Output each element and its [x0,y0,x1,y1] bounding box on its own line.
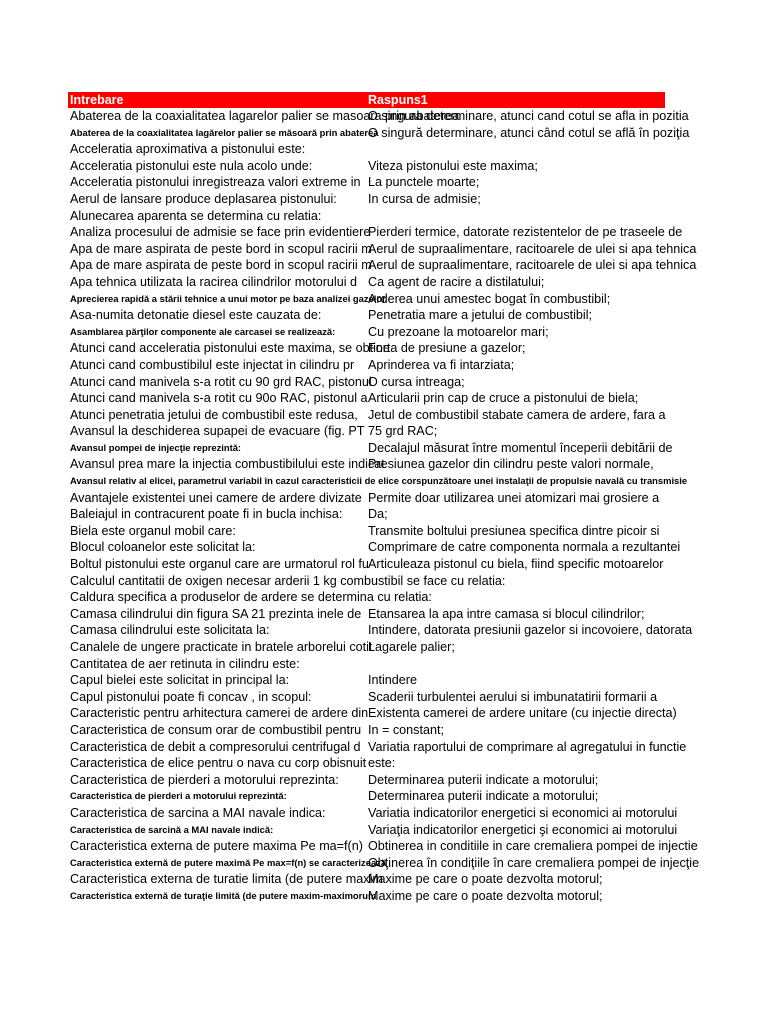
answer-cell[interactable]: In = constant; [368,722,444,737]
table-row [68,689,665,706]
table-row [68,639,665,656]
answer-cell[interactable]: Comprimare de catre componenta normala a rezultantei [368,540,681,555]
table-row [68,324,665,341]
table-row [68,539,681,556]
answer-cell[interactable]: Etansarea la apa intre camasa si blocul cilindrilor; [368,606,645,621]
table-row [68,390,665,407]
answer-cell[interactable]: Maxime pe care o poate dezvolta motorul; [368,872,603,887]
header-intrebare[interactable]: Intrebare [70,93,124,107]
answer-cell[interactable]: Variatia raportului de comprimare al agregatului in functie [368,739,687,754]
question-cell[interactable]: Aerul de lansare produce deplasarea pistonului: [70,191,337,206]
question-cell[interactable]: Alunecarea aparenta se determina cu relatia: [70,208,322,223]
answer-cell[interactable]: Obţinerea în condiţiile în care cremaliera pompei de injecţie [368,855,700,870]
answer-cell[interactable] [368,656,665,673]
table-row [68,423,665,440]
question-cell[interactable]: Caracteristica de pierderi a motorului reprezinta: [70,772,339,787]
table-row [68,208,665,225]
question-cell[interactable]: Caldura specifica a produselor de ardere se determina cu relatia: [70,590,432,605]
table-row [68,622,693,639]
answer-cell[interactable]: Ca agent de racire a distilatului; [368,274,545,289]
table-row [68,606,665,623]
question-cell[interactable]: Atunci penetratia jetului de combustibil este redusa, [70,407,358,422]
answer-cell[interactable]: Permite doar utilizarea unei atomizari mai grosiere a [368,490,660,505]
question-cell[interactable]: Caracteristica de pierderi a motorului reprezintă: [70,790,287,802]
table-row [68,755,665,772]
question-cell[interactable]: Caracteristica de elice pentru o nava cu corp obisnuit [70,756,367,771]
question-cell[interactable]: Avansul prea mare la injectia combustibilului este indicat [70,457,385,472]
table-row [68,241,697,258]
table-row [68,855,700,872]
question-cell[interactable]: Caracteristica de consum orar de combustibil pentru [70,722,362,737]
table-row [68,357,665,374]
table-row [68,257,697,274]
question-cell[interactable]: Apa tehnica utilizata la racirea cilindrilor motorului d [70,274,357,289]
answer-cell[interactable]: Variaţia indicatorilor energetici şi economici ai motorului [368,822,678,837]
answer-cell[interactable]: Scaderii turbulentei aerului si imbunatatirii formarii a [368,689,658,704]
answer-cell[interactable]: Viteza pistonului este maxima; [368,158,538,173]
table-row [68,772,665,789]
answer-cell[interactable]: O cursa intreaga; [368,374,465,389]
question-cell[interactable]: Camasa cilindrului din figura SA 21 prezinta inele de [70,606,362,621]
question-cell[interactable]: Caracteristica externă de turaţie limită (de putere maxim-maximorum [70,889,377,901]
table-row [68,788,665,805]
question-cell[interactable]: Avansul pompei de injecţie reprezintă: [70,441,242,453]
question-cell[interactable]: Camasa cilindrului este solicitata la: [70,623,270,638]
answer-cell[interactable]: Cu prezoane la motoarelor mari; [368,324,549,339]
question-cell[interactable]: Cantitatea de aer retinuta in cilindru este: [70,656,300,671]
answer-cell[interactable]: Aerul de supraalimentare, racitoarele de ulei si apa tehnica [368,241,697,256]
question-cell[interactable]: Aprecierea rapidă a stării tehnice a unui motor pe baza analizei gazelor [70,292,386,304]
table-row [68,340,665,357]
table-row [68,838,698,855]
table-row [68,506,665,523]
question-cell[interactable]: Caracteristica de sarcină a MAI navale indică: [70,823,274,835]
question-cell[interactable]: Abaterea de la coaxialitatea lagarelor palier se masoara prin abaterea [70,109,460,123]
question-cell[interactable]: Avansul relativ al elicei, parametrul variabil în cazul caracteristicii de elice corspunzătoare unei instalaţii de propulsie navală cu transmisie [70,475,688,487]
question-cell[interactable]: Capul pistonului poate fi concav , in scopul: [70,689,312,704]
answer-cell[interactable] [368,141,665,158]
answer-cell[interactable]: Arderea unui amestec bogat în combustibil; [368,291,611,306]
question-cell[interactable]: Atunci cand manivela s-a rotit cu 90 grd RAC, pistonul [70,374,372,389]
table-row [68,739,687,756]
question-cell[interactable]: Asamblarea părţilor componente ale carcasei se realizează: [70,325,336,337]
answer-cell[interactable]: Determinarea puterii indicate a motorului; [368,789,599,804]
question-cell[interactable]: Atunci cand combustibilul este injectat in cilindru pr [70,357,355,372]
table-row [68,473,688,490]
question-cell[interactable]: Acceleratia aproximativa a pistonului este: [70,142,306,157]
table-row [68,374,665,391]
table-row [68,224,683,241]
question-cell[interactable]: Baleiajul in contracurent poate fi in bucla inchisa: [70,507,343,522]
table-row [68,440,673,457]
answer-cell[interactable]: Articularii prin cap de cruce a pistonului de biela; [368,391,639,406]
answer-cell[interactable]: Obtinerea in conditiile in care cremaliera pompei de injectie [368,839,698,854]
table-row [68,274,665,291]
answer-cell[interactable]: Determinarea puterii indicate a motorului; [368,772,599,787]
question-cell[interactable]: Avantajele existentei unei camere de ardere divizate [70,490,362,505]
table-row [68,573,665,590]
answer-cell[interactable]: O singura determinare, atunci cand cotul se afla in pozitia [368,109,689,123]
question-cell[interactable]: Abaterea de la coaxialitatea lagărelor palier se măsoară prin abaterea [70,126,379,138]
question-cell[interactable]: Atunci cand manivela s-a rotit cu 90o RAC, pistonul a [70,391,368,406]
table-body [68,108,700,905]
answer-cell[interactable]: Existenta camerei de ardere unitare (cu injectie directa) [368,706,677,721]
question-cell[interactable]: Caracteristica de debit a compresorului centrifugal d [70,739,361,754]
answer-cell[interactable]: Intindere [368,673,418,688]
question-cell[interactable]: Acceleratia pistonului este nula acolo unde: [70,158,313,173]
question-cell[interactable]: Caracteristica externă de putere maximă Pe max=f(n) se caracterizează [70,856,387,868]
question-cell[interactable]: Biela este organul mobil care: [70,523,236,538]
table-row [68,888,665,905]
header-raspuns1[interactable]: Raspuns1 [368,93,428,107]
answer-cell[interactable]: Transmite boltului presiunea specifica dintre picoir si [368,523,660,538]
question-cell[interactable]: Acceleratia pistonului inregistreaza valori extreme in [70,175,361,190]
table-row [68,108,689,125]
table-row [68,291,665,308]
answer-cell[interactable]: este: [368,756,396,771]
table-row [68,141,665,158]
question-cell[interactable]: Avansul la deschiderea supapei de evacuare (fig. PT [70,424,365,439]
table-row [68,158,665,175]
question-cell[interactable]: Apa de mare aspirata de peste bord in scopul racirii m [70,241,372,256]
answer-cell[interactable]: Articuleaza pistonul cu biela, fiind specific motoarelor [368,557,664,572]
header-row [68,92,665,108]
answer-cell[interactable]: Da; [368,507,388,522]
table-row [68,822,678,839]
answer-cell[interactable]: Pierderi termice, datorate rezistentelor de pe traseele de [368,225,683,240]
question-cell[interactable]: Canalele de ungere practicate in bratele arborelui cotit [70,640,373,654]
answer-cell[interactable]: Aprinderea va fi intarziata; [368,357,515,372]
question-cell[interactable]: Atunci cand acceleratia pistonului este maxima, se obtine [70,341,390,356]
question-cell[interactable]: Caracteristica externa de putere maxima Pe ma=f(n) [70,839,363,854]
answer-cell[interactable]: Jetul de combustibil stabate camera de ardere, fara a [368,407,666,422]
table-row [68,490,665,507]
table-row [68,556,665,573]
table-row [68,705,677,722]
table-row [68,307,665,324]
question-cell[interactable]: Blocul coloanelor este solicitat la: [70,540,256,555]
answer-cell[interactable]: Decalajul măsurat între momentul începerii debitării de [368,440,673,455]
table-row [68,407,665,424]
answer-cell[interactable]: Forta de presiune a gazelor; [368,341,526,356]
question-cell[interactable]: Boltul pistonului este organul care are urmatorul rol fu [70,557,369,572]
answer-cell[interactable]: Variatia indicatorilor energetici si economici ai motorului [368,805,678,820]
answer-cell[interactable] [368,208,665,225]
answer-cell[interactable]: Maxime pe care o poate dezvolta motorul; [368,888,603,903]
answer-cell[interactable]: Penetratia mare a jetului de combustibil; [368,308,593,323]
table-row [68,871,665,888]
table-row [68,191,665,208]
spreadsheet [68,92,700,905]
question-cell[interactable]: Analiza procesului de admisie se face prin evidentiere [70,225,371,240]
question-cell[interactable]: Capul bielei este solicitat in principal la: [70,673,290,688]
table-row [68,589,665,606]
table-row [68,722,665,739]
table-row [68,125,690,142]
question-cell[interactable]: Calculul cantitatii de oxigen necesar arderii 1 kg combustibil se face cu relatia: [70,573,506,588]
table-row [68,656,665,673]
answer-cell[interactable]: Presiunea gazelor din cilindru peste valori normale, [368,457,654,472]
answer-cell[interactable]: Intindere, datorata presiunii gazelor si incovoiere, datorata [368,623,693,638]
answer-cell[interactable]: In cursa de admisie; [368,191,481,206]
answer-cell[interactable]: O singură determinare, atunci când cotul se află în poziţia [368,125,690,140]
answer-cell[interactable]: Aerul de supraalimentare, racitoarele de ulei si apa tehnica [368,258,697,273]
table-row [68,805,678,822]
question-cell[interactable]: Asa-numita detonatie diesel este cauzata de: [70,308,322,323]
answer-cell[interactable]: La punctele moarte; [368,175,480,190]
table-row [68,456,665,473]
question-cell[interactable]: Apa de mare aspirata de peste bord in scopul racirii m [70,258,372,273]
table-row [68,174,665,191]
answer-cell[interactable]: Lagarele palier; [368,640,455,654]
answer-cell[interactable]: 75 grd RAC; [368,424,438,439]
question-cell[interactable]: Caracteristica externa de turatie limita (de putere maxim [70,872,383,887]
question-cell[interactable]: Caracteristic pentru arhitectura camerei de ardere din [70,706,369,721]
table-row [68,523,665,540]
table-row [68,672,665,689]
question-cell[interactable]: Caracteristica de sarcina a MAI navale indica: [70,805,326,820]
